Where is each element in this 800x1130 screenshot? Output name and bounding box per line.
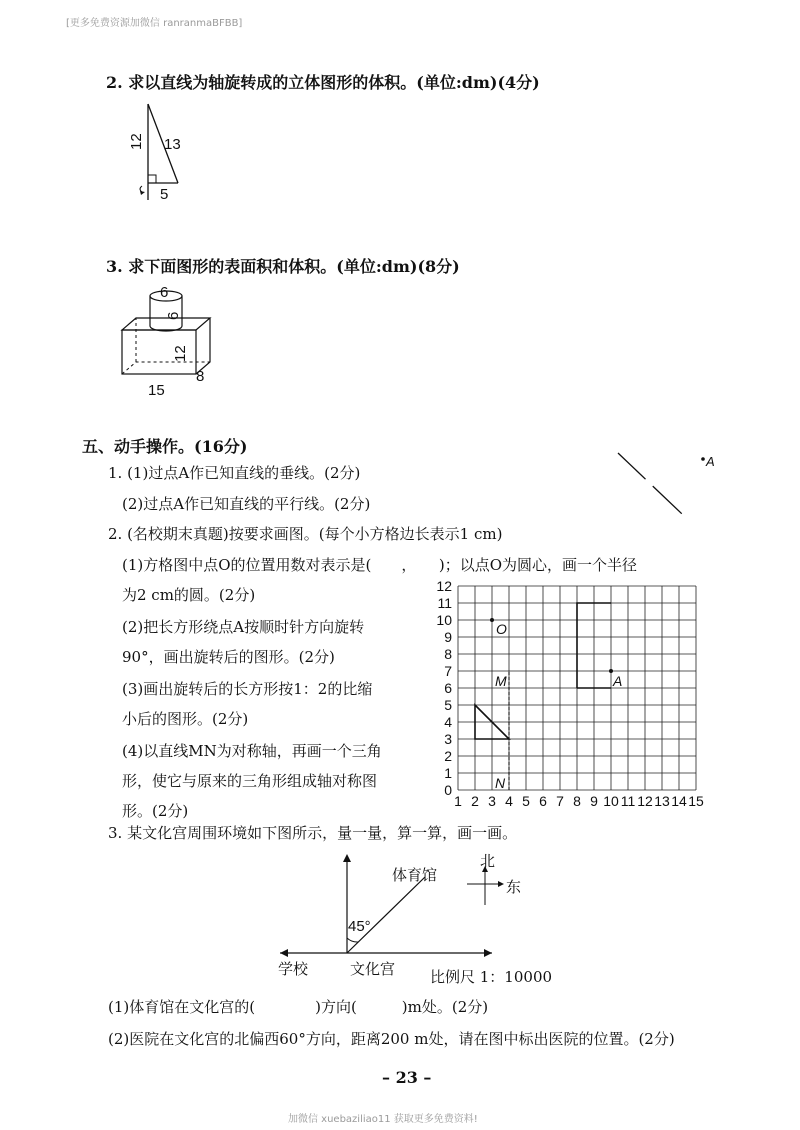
x-tick-label: 2 <box>471 793 479 809</box>
q3-title: 3. 求下面图形的表面积和体积。(单位:dm)(8分) <box>106 257 460 276</box>
y-tick-label: 6 <box>444 680 452 696</box>
y-tick-label: 1 <box>444 765 452 781</box>
y-tick-label: 7 <box>444 663 452 679</box>
compass-north-label: 北 <box>480 852 496 870</box>
x-tick-label: 14 <box>671 793 687 809</box>
q2-label-hypotenuse: 13 <box>164 136 181 153</box>
label-n: N <box>495 775 506 791</box>
s5-q1-line1: 1. (1)过点A作已知直线的垂线。(2分) <box>108 464 361 482</box>
s5-q1-line2: (2)过点A作已知直线的平行线。(2分) <box>122 495 371 513</box>
point-o <box>490 618 494 622</box>
label-a: A <box>613 673 623 689</box>
q3-label-box-height: 12 <box>172 345 189 362</box>
x-tick-label: 12 <box>637 793 653 809</box>
q2-label-base: 5 <box>160 186 169 203</box>
watermark-bottom: 加微信 xuebaziliao11 获取更多免费资料! <box>288 1114 478 1125</box>
label-o: O <box>496 621 507 637</box>
q3-label-box-length: 15 <box>148 382 165 399</box>
x-tick-label: 3 <box>488 793 496 809</box>
y-tick-label: 2 <box>444 748 452 764</box>
label-m: M <box>495 673 507 689</box>
s5-q2-4-line2: 形，使它与原来的三角形组成轴对称图 <box>122 772 378 790</box>
map-angle-label: 45° <box>348 918 371 935</box>
x-tick-label: 8 <box>573 793 581 809</box>
q3-label-box-width: 8 <box>196 368 205 385</box>
y-tick-label: 4 <box>444 714 452 730</box>
s5-q3-2: (2)医院在文化宫的北偏西60°方向，距离200 m处，请在图中标出医院的位置。(2分) <box>108 1030 675 1048</box>
s5-q2-2-line2: 90°，画出旋转后的图形。(2分) <box>122 648 335 666</box>
x-tick-label: 7 <box>556 793 564 809</box>
s5-q2-3-line1: (3)画出旋转后的长方形按1：2的比缩 <box>122 680 373 698</box>
x-tick-label: 15 <box>688 793 704 809</box>
y-tick-label: 0 <box>444 782 452 798</box>
x-tick-label: 11 <box>620 793 636 809</box>
x-tick-label: 6 <box>539 793 547 809</box>
y-tick-label: 3 <box>444 731 452 747</box>
y-tick-label: 9 <box>444 629 452 645</box>
given-line-figure <box>610 445 720 545</box>
q2-label-height: 12 <box>128 133 145 150</box>
page-number: – 23 – <box>382 1068 432 1087</box>
s5-q2-title: 2. (名校期末真题)按要求画图。(每个小方格边长表示1 cm) <box>108 525 503 543</box>
coordinate-grid <box>420 578 740 812</box>
x-tick-label: 10 <box>603 793 619 809</box>
y-tick-label: 10 <box>436 612 452 628</box>
s5-q2-4-line1: (4)以直线MN为对称轴，再画一个三角 <box>122 742 382 760</box>
map-school-label: 学校 <box>278 960 309 978</box>
compass-east-label: 东 <box>506 878 522 896</box>
x-tick-label: 4 <box>505 793 513 809</box>
q3-label-cylinder-diameter: 6 <box>160 284 169 301</box>
point-a-label: A <box>706 454 715 469</box>
s5-q3-1: (1)体育馆在文化宫的( )方向( )m处。(2分) <box>108 998 489 1016</box>
q3-label-cylinder-height: 6 <box>165 311 182 320</box>
y-tick-label: 11 <box>437 595 452 611</box>
s5-q2-1-line1: (1)方格图中点O的位置用数对表示是( ， )；以点O为圆心，画一个半径 <box>122 556 638 574</box>
y-tick-label: 5 <box>444 697 452 713</box>
s5-q2-4-line3: 形。(2分) <box>122 802 189 820</box>
map-center-label: 文化宫 <box>350 960 396 978</box>
s5-q2-1-line2: 为2 cm的圆。(2分) <box>122 586 256 604</box>
s5-q3-title: 3. 某文化宫周围环境如下图所示，量一量，算一算，画一画。 <box>108 824 518 842</box>
watermark-top: [更多免费资源加微信 ranranmaBFBB] <box>66 18 243 29</box>
s5-q2-2-line1: (2)把长方形绕点A按顺时针方向旋转 <box>122 618 365 636</box>
map-scale-label: 比例尺 1：10000 <box>430 968 553 986</box>
x-tick-label: 9 <box>590 793 598 809</box>
y-tick-label: 12 <box>436 578 452 594</box>
map-gym-label: 体育馆 <box>392 866 438 884</box>
y-tick-label: 8 <box>444 646 452 662</box>
s5-q2-3-line2: 小后的图形。(2分) <box>122 710 249 728</box>
x-tick-label: 1 <box>454 793 462 809</box>
section5-title: 五、动手操作。(16分) <box>82 437 248 456</box>
x-tick-label: 13 <box>654 793 670 809</box>
q2-title: 2. 求以直线为轴旋转成的立体图形的体积。(单位:dm)(4分) <box>106 73 540 92</box>
x-tick-label: 5 <box>522 793 530 809</box>
